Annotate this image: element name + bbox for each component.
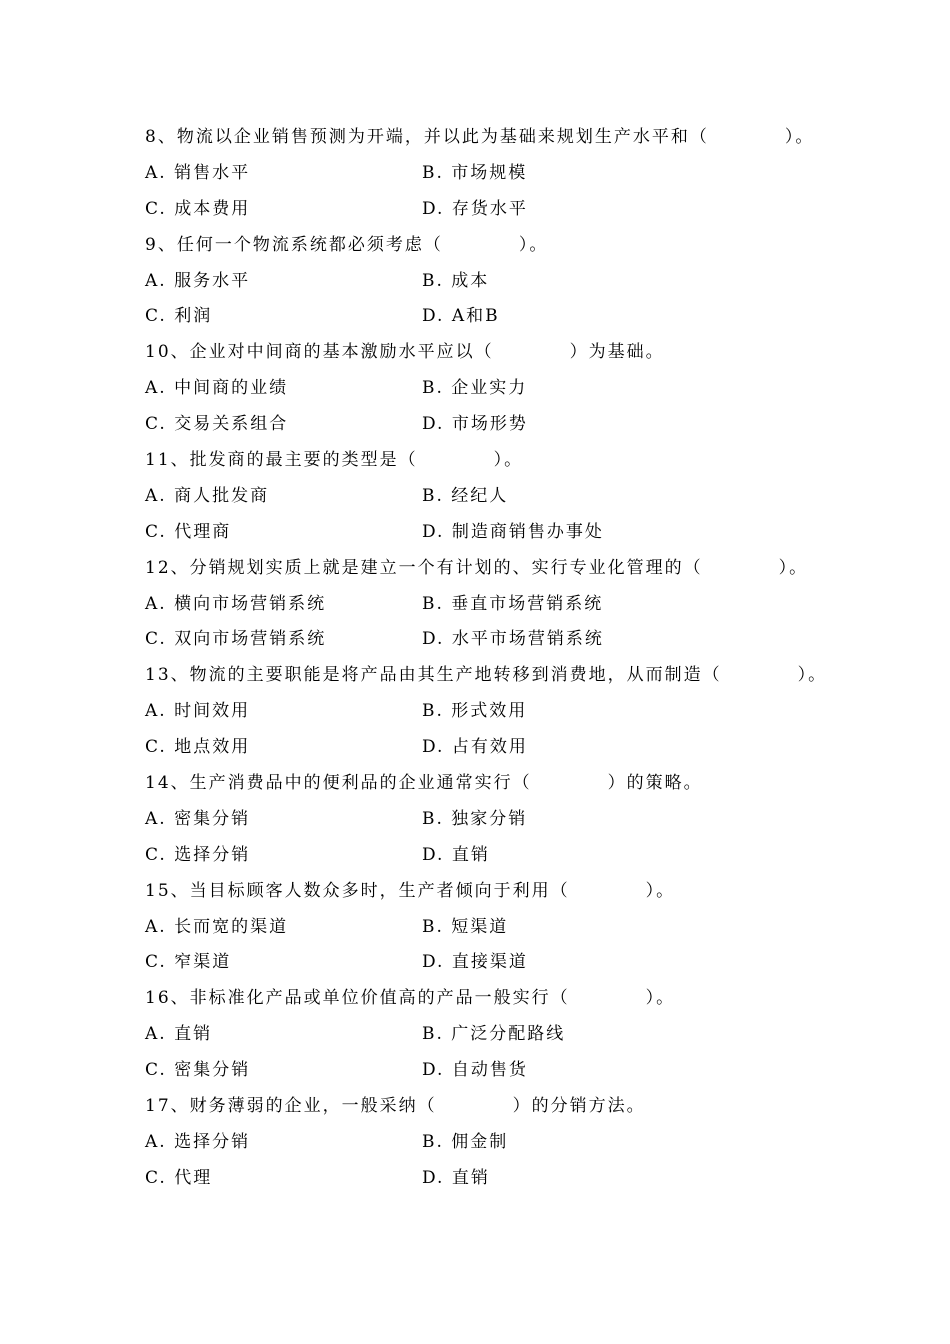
option-c: C. 交易关系组合 [145,414,289,435]
option-d: D. 自动售货 [422,1060,528,1081]
question-13 [145,658,845,766]
option-c: C. 成本费用 [145,198,251,219]
option-row [145,730,845,766]
option-row [145,1053,845,1089]
option-a: A. 商人批发商 [145,485,270,506]
question-stem: 9、任何一个物流系统都必须考虑（ ）。 [145,234,549,255]
option-a: A. 服务水平 [145,270,251,291]
option-b: B. 成本 [422,270,490,291]
option-row [145,192,845,228]
option-c: C. 窄渠道 [145,952,232,973]
option-c: C. 代理商 [145,521,232,542]
question-stem: 14、生产消费品中的便利品的企业通常实行（ ）的策略。 [145,773,703,794]
option-b: B. 广泛分配路线 [422,1024,566,1045]
option-row [145,587,845,623]
option-d: D. 直销 [422,1167,490,1188]
question-stem: 10、企业对中间商的基本激励水平应以（ ）为基础。 [145,342,665,363]
option-a: A. 密集分销 [145,808,251,829]
option-row [145,407,845,443]
option-row [145,264,845,300]
option-a: A. 销售水平 [145,162,251,183]
option-row [145,156,845,192]
option-b: B. 垂直市场营销系统 [422,593,604,614]
option-b: B. 短渠道 [422,916,509,937]
question-stem: 16、非标准化产品或单位价值高的产品一般实行（ ）。 [145,988,676,1009]
option-a: A. 直销 [145,1024,213,1045]
question-stem: 11、批发商的最主要的类型是（ ）。 [145,450,524,471]
question-11 [145,443,845,551]
option-d: D. A和B [422,306,500,327]
option-row [145,910,845,946]
option-row [145,1125,845,1161]
option-c: C. 利润 [145,306,213,327]
question-14 [145,766,845,874]
option-d: D. 直接渠道 [422,952,528,973]
option-c: C. 双向市场营销系统 [145,629,327,650]
option-c: C. 代理 [145,1167,213,1188]
option-row [145,802,845,838]
option-d: D. 制造商销售办事处 [422,521,604,542]
option-row [145,1161,845,1197]
question-9 [145,228,845,336]
option-row [145,515,845,551]
option-row [145,945,845,981]
question-12 [145,551,845,659]
option-a: A. 时间效用 [145,701,251,722]
question-list [145,120,845,1197]
option-b: B. 企业实力 [422,378,528,399]
question-stem: 17、财务薄弱的企业，一般采纳（ ）的分销方法。 [145,1096,646,1117]
option-d: D. 市场形势 [422,414,528,435]
option-c: C. 地点效用 [145,737,251,758]
option-d: D. 水平市场营销系统 [422,629,604,650]
option-row [145,479,845,515]
option-d: D. 占有效用 [422,737,528,758]
question-16 [145,981,845,1089]
option-a: A. 选择分销 [145,1131,251,1152]
option-row [145,694,845,730]
option-b: B. 经纪人 [422,485,509,506]
question-stem: 8、物流以企业销售预测为开端，并以此为基础来规划生产水平和（ ）。 [145,127,815,147]
option-row [145,299,845,335]
option-b: B. 佣金制 [422,1131,509,1152]
question-stem: 13、物流的主要职能是将产品由其生产地转移到消费地，从而制造（ ）。 [145,665,828,686]
question-15 [145,874,845,982]
option-b: B. 形式效用 [422,701,528,722]
option-b: B. 独家分销 [422,808,528,829]
option-a: A. 中间商的业绩 [145,378,289,399]
option-c: C. 选择分销 [145,844,251,865]
option-a: A. 横向市场营销系统 [145,593,327,614]
option-c: C. 密集分销 [145,1060,251,1081]
option-a: A. 长而宽的渠道 [145,916,289,937]
option-row [145,622,845,658]
question-8 [145,120,845,228]
option-d: D. 直销 [422,844,490,865]
option-row [145,838,845,874]
question-17 [145,1089,845,1197]
question-stem: 15、当目标顾客人数众多时，生产者倾向于利用（ ）。 [145,880,676,901]
option-d: D. 存货水平 [422,198,528,219]
question-stem: 12、分销规划实质上就是建立一个有计划的、实行专业化管理的（ ）。 [145,557,809,578]
option-b: B. 市场规模 [422,162,528,183]
option-row [145,371,845,407]
question-10 [145,335,845,443]
option-row [145,1017,845,1053]
